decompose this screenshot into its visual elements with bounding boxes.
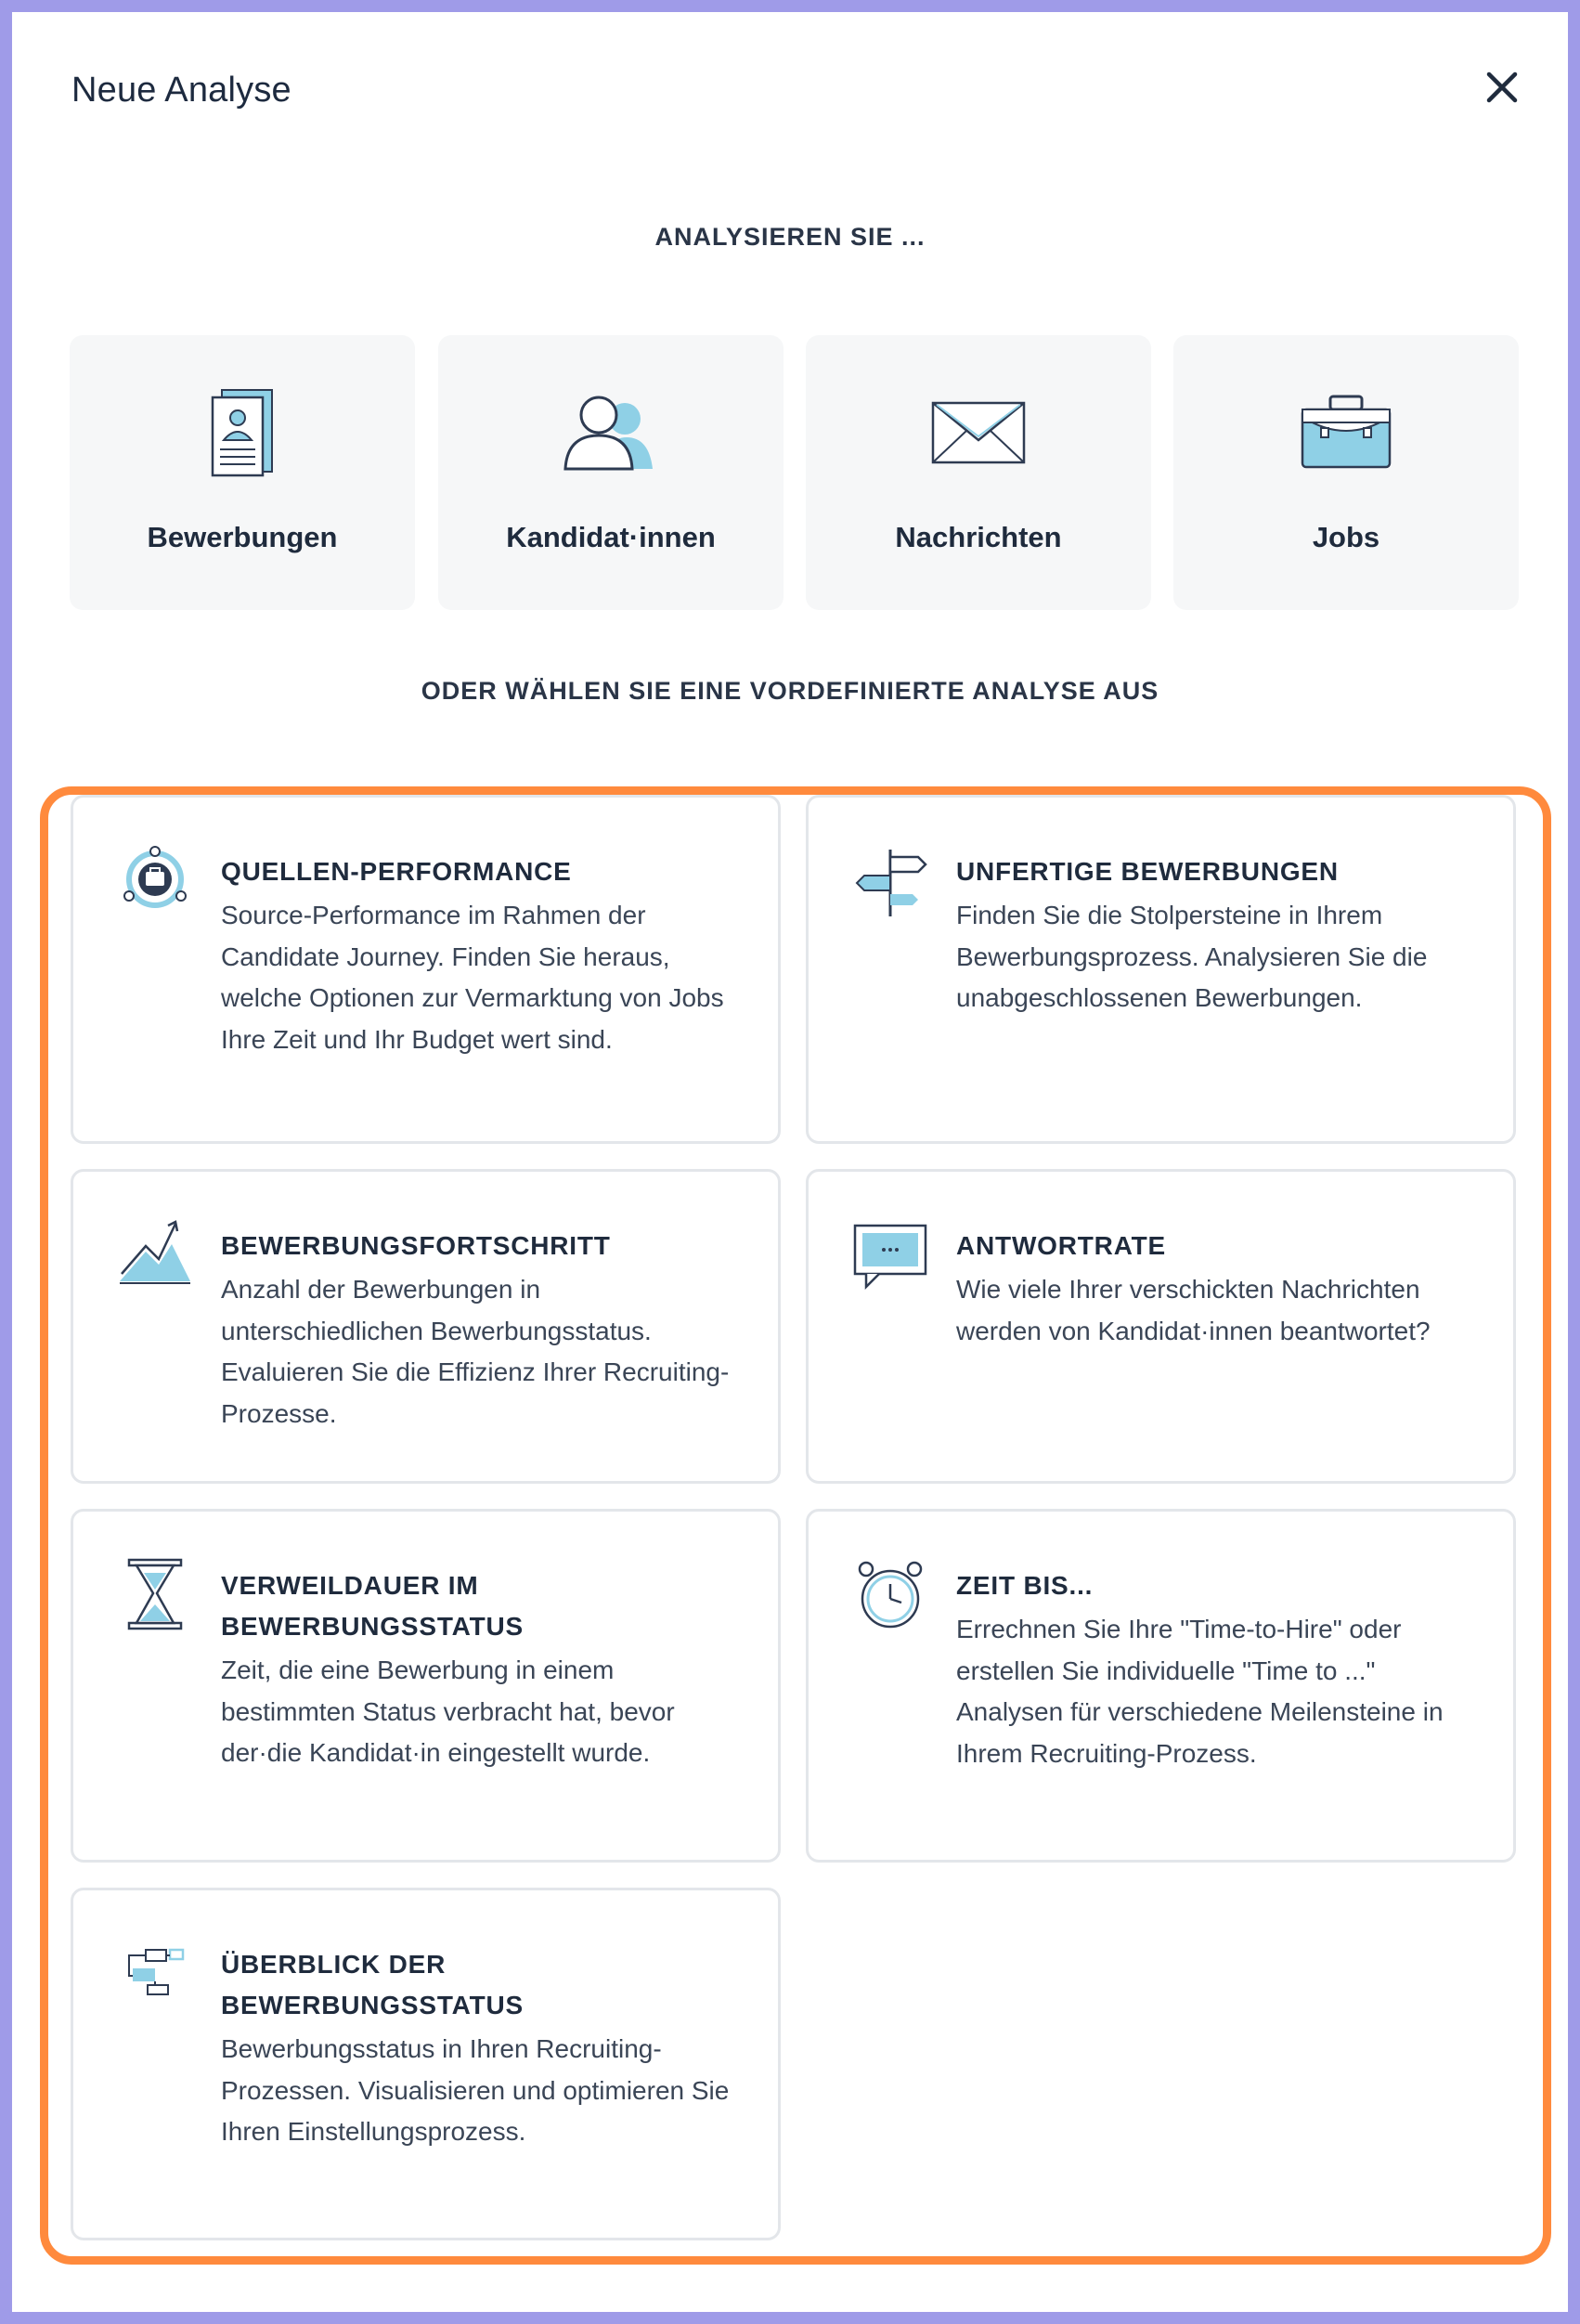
analysis-title: QUELLEN-PERFORMANCE [221,857,572,886]
analysis-card-bewerbungsfortschritt[interactable] [71,1169,781,1484]
dialog-title: Neue Analyse [71,71,291,110]
type-card-kandidatinnen[interactable] [438,335,784,610]
analysis-description: Anzahl der Bewerbungen in unterschiedlichen Bewerbungsstatus. Evaluieren Sie die Effizienz Ihrer Recruiting-Prozesse. [221,1275,730,1428]
analysis-description: Bewerbungsstatus in Ihren Recruiting-Prozessen. Visualisieren und optimieren Sie Ihren Einstellungsprozess. [221,2034,730,2146]
analysis-card-antwortrate[interactable] [806,1169,1516,1484]
analysis-title: ZEIT BIS... [956,1571,1094,1600]
analysis-description: Zeit, die eine Bewerbung in einem bestimmten Status verbracht hat, bevor der·die Kandidat·in eingestellt wurde. [221,1655,675,1767]
application-document-icon [70,386,415,479]
analysis-description: Errechnen Sie Ihre "Time-to-Hire" oder erstellen Sie individuelle "Time to ..." Analysen für verschiedene Meilensteine in Ihrem Recruiting-Prozess. [956,1615,1444,1768]
alarm-clock-icon [853,1558,927,1632]
analysis-description: Finden Sie die Stolpersteine in Ihrem Bewerbungsprozess. Analysieren Sie die unabgeschlossenen Bewerbungen. [956,901,1428,1012]
analysis-card-quellen-performance[interactable] [71,795,781,1144]
candidates-icon [438,386,784,479]
predefined-heading: ODER WÄHLEN SIE EINE VORDEFINIERTE ANALYSE AUS [421,677,1159,705]
briefcase-icon [1173,386,1519,479]
analysis-card-unfertige-bewerbungen[interactable] [806,795,1516,1144]
analysis-title: VERWEILDAUER IM BEWERBUNGSSTATUS [221,1571,524,1641]
type-label: Nachrichten [895,521,1062,553]
analysis-title: ANTWORTRATE [956,1231,1167,1260]
type-label: Jobs [1312,521,1380,553]
chat-bubble-icon [853,1218,927,1292]
analysis-title: BEWERBUNGSFORTSCHRITT [221,1231,611,1260]
signpost-icon [853,844,927,918]
type-label: Kandidat·innen [506,521,716,553]
envelope-icon [806,386,1151,479]
type-card-nachrichten[interactable] [806,335,1151,610]
close-button[interactable] [1476,61,1528,113]
close-icon [1483,69,1521,106]
analysis-card-zeit-bis[interactable] [806,1509,1516,1863]
source-hub-icon [118,844,192,918]
type-card-jobs[interactable] [1173,335,1519,610]
type-label: Bewerbungen [147,521,338,553]
flowchart-icon [118,1937,192,2011]
analysis-card-verweildauer[interactable] [71,1509,781,1863]
mountain-chart-icon [118,1218,192,1292]
hourglass-icon [118,1558,192,1632]
analysis-card-ueberblick[interactable] [71,1888,781,2240]
analysis-title: UNFERTIGE BEWERBUNGEN [956,857,1339,886]
analysis-description: Wie viele Ihrer verschickten Nachrichten werden von Kandidat·innen beantwortet? [956,1275,1431,1345]
analysis-description: Source-Performance im Rahmen der Candidate Journey. Finden Sie heraus, welche Optionen zur Vermarktung von Jobs Ihre Zeit und Ihr Budget wert sind. [221,901,724,1054]
type-card-bewerbungen[interactable] [70,335,415,610]
analysis-title: ÜBERBLICK DER BEWERBUNGSSTATUS [221,1950,524,2019]
analyze-heading: ANALYSIEREN SIE ... [654,223,926,251]
